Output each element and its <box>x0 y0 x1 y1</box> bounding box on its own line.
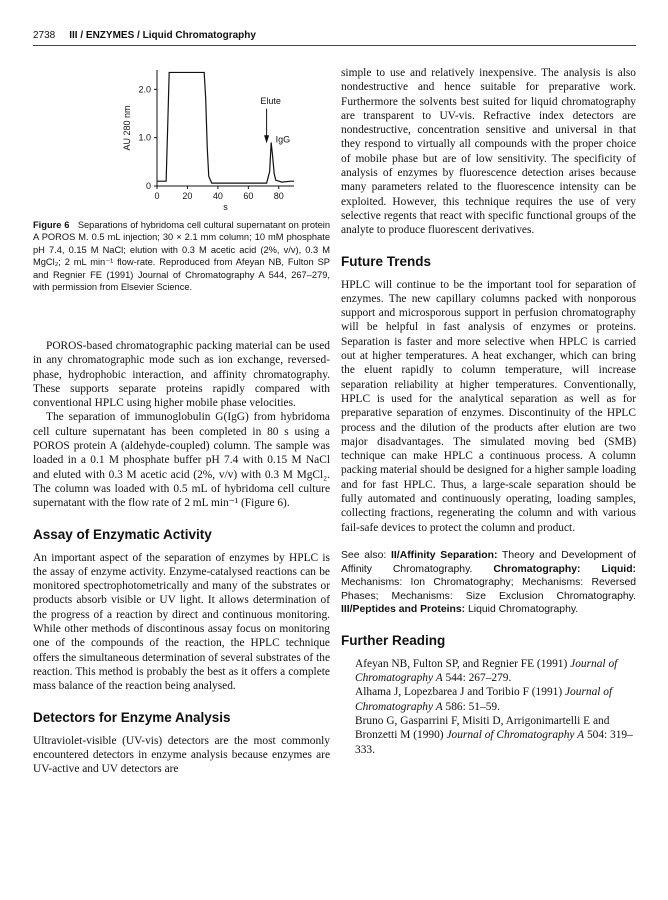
ref-authors: Afeyan NB, Fulton SP, and Regnier FE (1991) <box>355 657 568 670</box>
y-tick-label: 1.0 <box>138 132 151 143</box>
figure-caption <box>33 219 330 293</box>
ref-authors: Bruno G, Gasparrini F, Misiti D, Arrigonimartelli E and Bronzetti M (1990) <box>355 715 610 742</box>
ref-journal: Journal of Chromatography A <box>355 657 618 685</box>
running-title: III / ENZYMES / Liquid Chromatography <box>69 30 256 41</box>
reference <box>341 714 636 757</box>
y-tick-label: 2.0 <box>138 84 151 95</box>
x-axis-label: s <box>223 202 228 212</box>
caption-text: Separations of hybridoma cell cultural supernatant on protein A POROS M. 0.5 mL injection; 30 × 2.1 mm column; 10 mM phosphate pH 7.4, 0.15 M NaCl; elution with 0.3 M acetic acid (2%, v/v), 0.3 M MgCl₂; 2 mL min⁻¹ flow-rate. Reproduced from Afeyan NB, Fulton SP and Regnier FE (1991) Journal of Chromatography A 544, 267–279, with permission from Elsevier Science. <box>33 220 331 293</box>
series-line-trace <box>157 72 294 183</box>
paragraph: POROS-based chromatographic packing material can be used in any chromatographic mode such as ion exchange, reversed-phase, hydrophobic interaction, and affinity chromatography. These supports separate proteins rapidly compared with conventional HPLC using higher mobile phase velocities. <box>33 340 330 410</box>
annotation-elute: Elute <box>260 95 281 106</box>
reference <box>341 657 636 686</box>
section-heading: Assay of Enzymatic Activity <box>33 526 212 542</box>
x-tick-label: 60 <box>243 191 254 201</box>
y-tick-label: 0 <box>145 181 151 191</box>
paragraph: The separation of immunoglobulin G(IgG) from hybridoma cell culture supernatant has been completed in 80 s using a POROS protein A (aldehyde-coupled) column. The sample was loaded in a 0.1 M phosphate buffer pH 7.4 with 0.15 M NaCl and eluted with 0.3 M acetic acid (2%, v/v) with 0.3 M MgCl₂. The column was loaded with 0.5 mL of hybridoma cell culture supernatant with the flow rate of 2 mL min⁻¹ (Figure 6). <box>33 411 330 510</box>
page-number: 2738 <box>33 30 56 41</box>
paragraph: An important aspect of the separation of enzymes by HPLC is the assay of enzyme activity. Enzyme-catalysed reactions can be monitored spectrophotometrically and many of the substrates or products absorb visible or UV light. It allows determination of the progress of a reaction by direct and continuous monitoring. While other methods of discontinous assay focus on monitoring one of the compounds of the reaction, the HPLC technique offers the simultaneous determination of several substrates of the reaction. This method is probably the best as it offers a complete mass balance of the reaction being analysed. <box>33 551 330 693</box>
section-heading: Future Trends <box>341 253 432 269</box>
figure-6-chart <box>100 58 330 218</box>
ref-authors: Alhama J, Lopezbarea J and Toribio F (1991) <box>355 686 563 699</box>
caption-label: Figure 6 <box>33 220 70 230</box>
see-also-text: Theory and Development of Affinity Chromatography. <box>341 549 636 575</box>
see-also-text: Liquid Chromatography. <box>468 604 579 616</box>
x-tick-label: 80 <box>273 191 284 201</box>
x-tick-label: 20 <box>182 191 193 201</box>
see-also-link[interactable]: Chromatography: Liquid: <box>493 563 637 575</box>
paragraph: Ultraviolet-visible (UV-vis) detectors are the most commonly encountered detectors in enzyme analysis because enzymes are UV-active and UV detectors are <box>33 734 330 776</box>
paragraph: HPLC will continue to be the important tool for separation of enzymes. The new capillary columns packed with nonporous support and microsporous support in perfusion chromatography will be helpful in fast analysis of enzymes or proteins. Separation is faster and more selective when HPLC is carried out at higher temperatures. A heat exchanger, which can bring the eluent rapidly to column temperature, will increase separation reliability at higher temperatures. Conventionally, HPLC is used for the analytical separation as well as for preparative separation of enzymes. Discontinuity of the HPLC process and the dilution of the products after elution are two major disadvantages. The simulated moving bed (SMB) technique can make HPLC a continuous process. A column packing material should be designed for a higher sample loading and for fast HPLC. Thus, a large-scale separation should be fully automated and continuously operating, loading samples, collecting fractions, regenerating the column and with various fail-safe devices to protect the column and product. <box>341 278 636 534</box>
running-header <box>33 30 636 46</box>
right-column <box>341 66 636 757</box>
see-also <box>341 549 636 617</box>
see-also-label: See also: <box>341 549 387 561</box>
ref-pages: 586: 51–59. <box>445 700 500 713</box>
see-also-link[interactable]: III/Peptides and Proteins: <box>341 604 466 616</box>
see-also-text: Mechanisms: Ion Chromatography; Mechanisms: Reversed Phases; Mechanisms: Size Exclusion Chromatography. <box>341 577 636 602</box>
x-tick-label: 40 <box>212 191 223 201</box>
paragraph: simple to use and relatively inexpensive. The analysis is also nondestructive and hence suitable for preparative work. Furthermore the solvents best suited for liquid chromatography are transparent to UV-vis. Refractive index detectors are nondestructive, concentration sensitive and universal in that they respond to virtually all compounds with the proper choice of mobile phase but are of low sensitivity. The specificity of analysis of enzymes by fluorescence detection arises because many parameters related to the fluorescence intensity can be exploited. However, this technique requires the use of very selective regents that react with specific functional groups of the analyte to produce fluorescent derivatives. <box>341 67 636 237</box>
left-column <box>33 339 330 776</box>
reference <box>341 685 636 714</box>
section-heading: Further Reading <box>341 632 446 648</box>
ref-journal: Journal of Chromatography A <box>446 729 585 742</box>
ref-pages: 504: 319–333. <box>355 729 633 756</box>
x-tick-label: 0 <box>154 191 160 201</box>
see-also-link[interactable]: II/Affinity Separation: <box>391 549 498 561</box>
ref-pages: 544: 267–279. <box>445 672 512 685</box>
annotation-igg: IgG <box>275 134 291 145</box>
elute-arrowhead <box>264 135 269 143</box>
y-axis-label: AU 280 nm <box>122 105 132 151</box>
ref-journal: Journal of Chromatography A <box>355 686 613 713</box>
section-heading: Detectors for Enzyme Analysis <box>33 709 231 725</box>
